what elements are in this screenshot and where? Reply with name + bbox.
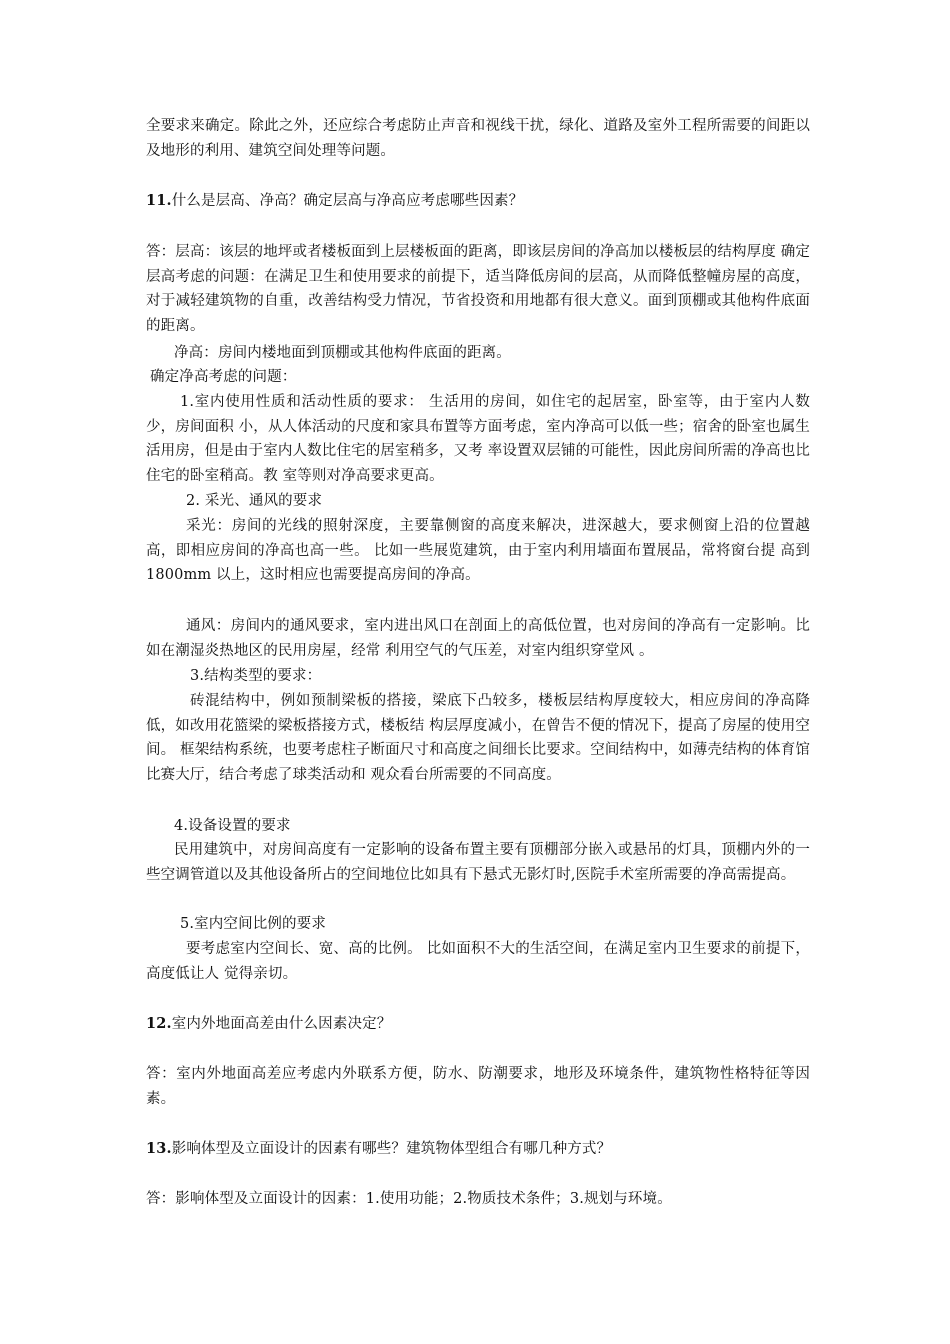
question-13-number: 13. (146, 1140, 172, 1157)
answer-11-factor-4-heading: 4.设备设置的要求 (174, 818, 291, 834)
answer-11-equipment: 民用建筑中，对房间高度有一定影响的设备布置主要有顶棚部分嵌入或悬吊的灯具，顶棚内外的一些空调管道以及其他设备所占的空间地位比如具有下悬式无影灯时,医院手术室所需要的净高需提高。 (146, 842, 810, 883)
answer-11-layer-height: 答：层高：该层的地坪或者楼板面到上层楼板面的距离，即该层房间的净高加以楼板层的结构厚度 确定层高考虑的问题：在满足卫生和使用要求的前提下，适当降低房间的层高，从而降低整幢房屋的高度，对于减轻建筑物的自重，改善结构受力情况，节省投资和用地都有很大意义。面到顶棚或其他构件底面的距离。 (146, 244, 811, 334)
answer-11-structure: 砖混结构中，例如预制梁板的搭接，梁底下凸较多，楼板层结构厚度较大，相应房间的净高降低，如改用花篮梁的梁板搭接方式，楼板结 构层厚度减小，在曾告不便的情况下，提高了房屋的使用空间。 框架结构系统，也要考虑柱子断面尺寸和高度之间细长比要求。空间结构中，如薄壳结构的体育馆比赛大厅，结合考虑了球类活动和 观众看台所需要的不同高度。 (146, 693, 811, 783)
question-11 (146, 189, 810, 214)
answer-12: 答：室内外地面高差应考虑内外联系方便，防水、防潮要求，地形及环境条件，建筑物性格特征等因素。 (146, 1066, 810, 1107)
question-11-text: 什么是层高、净高？确定层高与净高应考虑哪些因素？ (171, 193, 524, 209)
question-12 (146, 1012, 810, 1037)
intro-paragraph: 全要求来确定。除此之外，还应综合考虑防止声音和视线干扰，绿化、道路及室外工程所需要的间距以及地形的利用、建筑空间处理等问题。 (146, 118, 810, 159)
answer-11-net-height-factors: 确定净高考虑的问题： (150, 369, 297, 385)
answer-11-factor-2-heading: 2. 采光、通风的要求 (186, 493, 323, 509)
answer-11-net-height: 净高：房间内楼地面到顶棚或其他构件底面的距离。 (174, 345, 511, 361)
answer-13: 答：影响体型及立面设计的因素：1.使用功能；2.物质技术条件；3.规划与环境。 (146, 1191, 672, 1207)
answer-11-ventilation: 通风：房间内的通风要求，室内进出风口在剖面上的高低位置，也对房间的净高有一定影响。比如在潮湿炎热地区的民用房屋，经常 利用空气的气压差，对室内组织穿堂风 。 (146, 618, 810, 659)
question-13-text: 影响体型及立面设计的因素有哪些？建筑物体型组合有哪几种方式？ (171, 1141, 612, 1157)
question-12-text: 室内外地面高差由什么因素决定？ (171, 1016, 392, 1032)
answer-11-factor-3-heading: 3.结构类型的要求： (190, 668, 322, 684)
answer-11-proportion: 要考虑室内空间长、宽、高的比例。 比如面积不大的生活空间，在满足室内卫生要求的前提下，高度低让人 觉得亲切。 (146, 941, 810, 982)
answer-11-lighting: 采光：房间的光线的照射深度，主要靠侧窗的高度来解决，进深越大，要求侧窗上沿的位置越高，即相应房间的净高也高一些。 比如一些展览建筑，由于室内利用墙面布置展品，常将窗台提 高到 1800mm 以上，这时相应也需要提高房间的净高。 (146, 518, 810, 583)
answer-11-factor-5-heading: 5.室内空间比例的要求 (180, 916, 326, 932)
question-11-number: 11. (146, 192, 172, 209)
question-13 (146, 1137, 810, 1162)
answer-11-factor-1: 1.室内使用性质和活动性质的要求： 生活用的房间，如住宅的起居室，卧室等，由于室内人数少，房间面积 小，从人体活动的尺度和家具布置等方面考虑，室内净高可以低一些；宿舍的卧室也属生活用房，但是由于室内人数比住宅的居室稍多，又考 率设置双层铺的可能性，因此房间所需的净高也比住宅的卧室稍高。教 室等则对净高要求更高。 (146, 394, 811, 484)
question-12-number: 12. (146, 1015, 172, 1032)
